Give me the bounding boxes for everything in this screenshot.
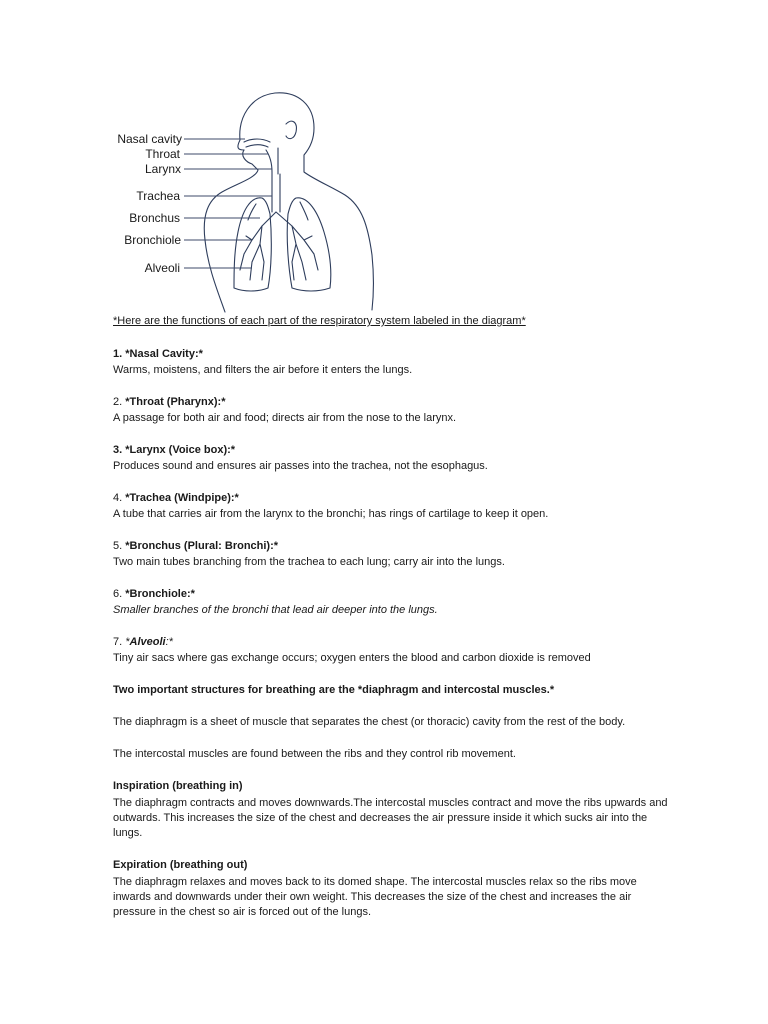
inspiration-body: The diaphragm contracts and moves downwards.The intercostal muscles contract and move the ribs upwards and outwards. This increases the size of the chest and decreases the air pressure inside it which sucks air into the lungs. xyxy=(113,797,668,839)
item-title: *Throat (Pharynx):* xyxy=(125,396,226,408)
item-description: A passage for both air and food; directs air from the nose to the larynx. xyxy=(113,412,457,424)
item-number: 2. xyxy=(113,396,123,408)
expiration-title: Expiration (breathing out) xyxy=(113,859,248,871)
ear xyxy=(286,121,296,138)
item-description: Two main tubes branching from the trachea to each lung; carry air into the lungs. xyxy=(113,556,505,568)
left-lung xyxy=(234,198,271,291)
throat xyxy=(266,148,278,174)
inspiration-title: Inspiration (breathing in) xyxy=(113,780,243,792)
label-larynx: Larynx xyxy=(144,162,181,176)
item-number: 4. xyxy=(113,492,123,504)
list-item xyxy=(113,635,673,666)
structures-heading: Two important structures for breathing are the *diaphragm and intercostal muscles.* xyxy=(113,684,555,696)
item-asterisk: * xyxy=(125,636,130,648)
item-number: 5. xyxy=(113,540,123,552)
expiration-body: The diaphragm relaxes and moves back to its domed shape. The intercostal muscles relax so the ribs move inwards and downwards under their own weight. This decreases the size of the chest and increases the air pressure in the chest so air is forced out of the lungs. xyxy=(113,876,637,918)
list-item xyxy=(113,539,673,570)
item-description: Smaller branches of the bronchi that lead air deeper into the lungs. xyxy=(113,604,438,616)
label-bronchus: Bronchus xyxy=(129,211,180,225)
list-item xyxy=(113,443,673,474)
respiratory-system-diagram xyxy=(100,85,400,315)
item-description: Produces sound and ensures air passes into the trachea, not the esophagus. xyxy=(113,460,488,472)
label-throat: Throat xyxy=(145,147,180,161)
list-item xyxy=(113,347,673,378)
label-nasal-cavity: Nasal cavity xyxy=(117,132,182,146)
bronchioles-left xyxy=(240,226,264,280)
item-title: *Nasal Cavity:* xyxy=(125,348,203,360)
label-bronchiole: Bronchiole xyxy=(124,233,181,247)
item-description: Warms, moistens, and filters the air before it enters the lungs. xyxy=(113,364,413,376)
bronchioles-right xyxy=(292,226,318,280)
item-number: 7. xyxy=(113,636,123,648)
item-number: 1. xyxy=(113,348,123,360)
nasal-cavity xyxy=(244,139,270,147)
item-description: Tiny air sacs where gas exchange occurs; oxygen enters the blood and carbon dioxide is removed xyxy=(113,652,591,664)
document-body xyxy=(113,314,673,937)
list-item xyxy=(113,395,673,426)
item-title: *Trachea (Windpipe):* xyxy=(125,492,239,504)
list-item xyxy=(113,491,673,522)
item-number: 6. xyxy=(113,588,123,600)
label-alveoli: Alveoli xyxy=(144,261,180,275)
intro-line: *Here are the functions of each part of the respiratory system labeled in the diagram* xyxy=(113,315,526,327)
item-title: *Bronchus (Plural: Bronchi):* xyxy=(125,540,279,552)
trachea xyxy=(272,172,280,212)
item-title: *Bronchiole:* xyxy=(125,588,195,600)
label-trachea: Trachea xyxy=(136,189,180,203)
intercostal-paragraph: The intercostal muscles are found between the ribs and they control rib movement. xyxy=(113,748,516,760)
item-title: Alveoli xyxy=(129,636,166,648)
item-number: 3. xyxy=(113,444,123,456)
list-item xyxy=(113,587,673,618)
diaphragm-paragraph: The diaphragm is a sheet of muscle that separates the chest (or thoracic) cavity from the rest of the body. xyxy=(113,716,626,728)
item-title: *Larynx (Voice box):* xyxy=(125,444,236,456)
item-asterisk: :* xyxy=(165,636,173,648)
item-description: A tube that carries air from the larynx to the bronchi; has rings of cartilage to keep it open. xyxy=(113,508,549,520)
